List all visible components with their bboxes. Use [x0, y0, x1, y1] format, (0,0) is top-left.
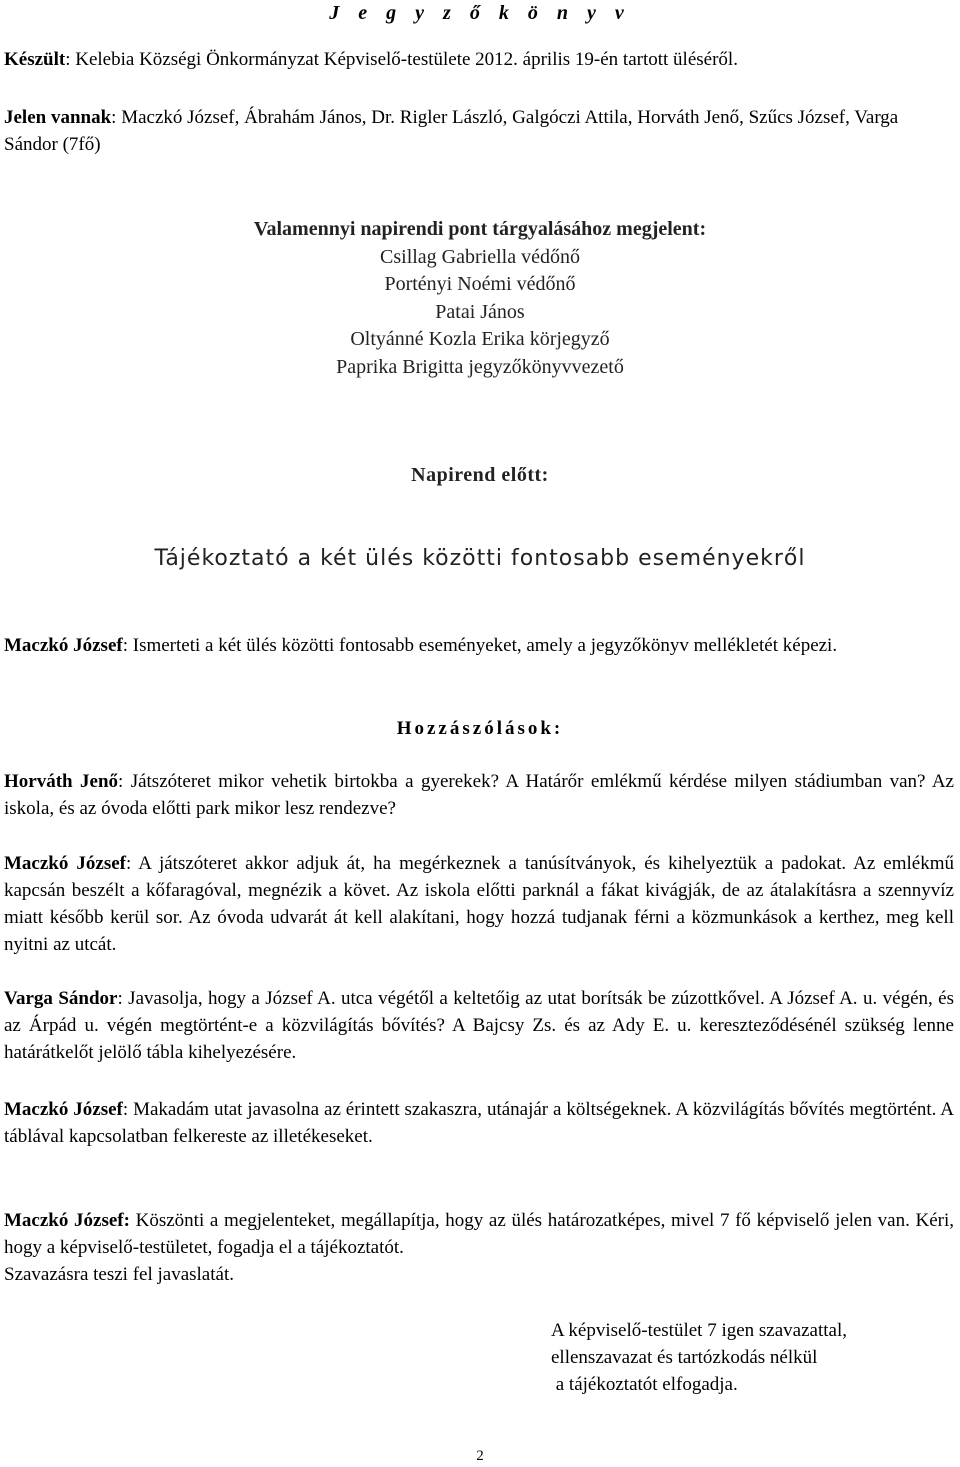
voting-result — [551, 1317, 951, 1398]
comments-heading: Hozzászólások: — [396, 718, 564, 739]
agenda-heading: Napirend előtt: — [411, 464, 549, 486]
paragraph-text: : Ismerteti a két ülés közötti fontosabb eseményeket, amely a jegyzőkönyv mellékletét képezi. — [122, 635, 838, 656]
paragraph-text: : Makadám utat javasolna az érintett szakaszra, utánajár a költségeknek. A közvilágítás bővítés megtörtént. A táblával kapcsolatban felkereste az illetékeseket. — [4, 1099, 954, 1147]
made-label: Készült — [4, 49, 66, 70]
comment-paragraph — [4, 985, 954, 1066]
speaker-name: Horváth Jenő — [4, 771, 119, 792]
paragraph-text: : Játszóteret mikor vehetik birtokba a gyerekek? A Határőr emlékmű kérdése milyen stádiumban van? Az iskola, és az óvoda előtti park mikor lesz rendezve? — [4, 771, 954, 819]
speaker-name: Maczkó József — [4, 853, 126, 874]
attendees-block — [0, 216, 960, 381]
attendees-heading: Valamennyi napirendi pont tárgyalásához megjelent: — [253, 218, 707, 240]
attendee-line: Portényi Noémi védőnő — [384, 273, 576, 295]
attendee-line: Csillag Gabriella védőnő — [380, 245, 580, 268]
intro-paragraph — [4, 632, 954, 659]
comment-paragraph — [4, 768, 954, 822]
paragraph-text: Köszönti a megjelenteket, megállapítja, hogy az ülés határozatképes, mivel 7 fő képviselő jelen van. Kéri, hogy a képviselő-testületet, fogadja el a tájékoztatót. — [4, 1210, 955, 1258]
present-paragraph — [4, 104, 954, 158]
voting-line: a tájékoztatót elfogadja. — [551, 1374, 738, 1395]
paragraph-text: : A játszóteret akkor adjuk át, ha megérkeznek a tanúsítványok, és kihelyeztük a padokat. Az emlékmű kapcsán beszélt a kőfaragóval, megnézik a követ. Az iskola előtti parknál a fákat kivágják, de az átalakításra a szennyvíz miatt később kerül sor. Az óvoda udvarát át kell alakítani, hogy hozzá tudjanak férni a közmunkások a kerthez, meg kell nyitni az utcát. — [4, 853, 954, 955]
present-text: : Maczkó József, Ábrahám János, Dr. Rigler László, Galgóczi Attila, Horváth Jenő, Szűcs József, Varga Sándor (7fő) — [4, 107, 899, 155]
page-number: 2 — [476, 1448, 484, 1464]
closing-text — [4, 1207, 954, 1261]
made-line — [4, 46, 954, 73]
paragraph-text: : Javasolja, hogy a József A. utca végétől a keltetőig az utat borítsák be zúzottkővel. A József A. u. végén, és az Árpád u. végén megtörtént-e a közvilágítás bővítés? A Bajcsy Zs. és az Ady E. u. kereszteződésénél szükség lenne határátkelőt jelölő tábla kihelyezésére. — [4, 988, 954, 1063]
closing-second-line: Szavazásra teszi fel javaslatát. — [4, 1264, 234, 1285]
attendee-line: Paprika Brigitta jegyzőkönyvvezető — [336, 355, 624, 378]
attendee-line: Oltyánné Kozla Erika körjegyző — [350, 328, 610, 350]
comment-paragraph — [4, 1096, 954, 1150]
topic-title: Tájékoztató a két ülés közötti fontosabb eseményekről — [154, 546, 806, 571]
made-text: : Kelebia Községi Önkormányzat Képviselő-testülete 2012. április 19-én tartott üléséről. — [65, 49, 738, 70]
document-title: J e g y z ő k ö n y v — [329, 2, 631, 24]
present-label: Jelen vannak — [4, 107, 112, 128]
voting-line: ellenszavazat és tartózkodás nélkül — [551, 1347, 818, 1368]
voting-line: A képviselő-testület 7 igen szavazattal, — [551, 1320, 847, 1341]
closing-paragraph — [4, 1207, 954, 1288]
attendee-line: Patai János — [435, 300, 525, 323]
speaker-name: Varga Sándor — [4, 988, 118, 1009]
speaker-name: Maczkó József — [4, 635, 123, 656]
speaker-name: Maczkó József: — [4, 1210, 130, 1231]
comment-paragraph — [4, 850, 954, 958]
speaker-name: Maczkó József — [4, 1099, 123, 1120]
